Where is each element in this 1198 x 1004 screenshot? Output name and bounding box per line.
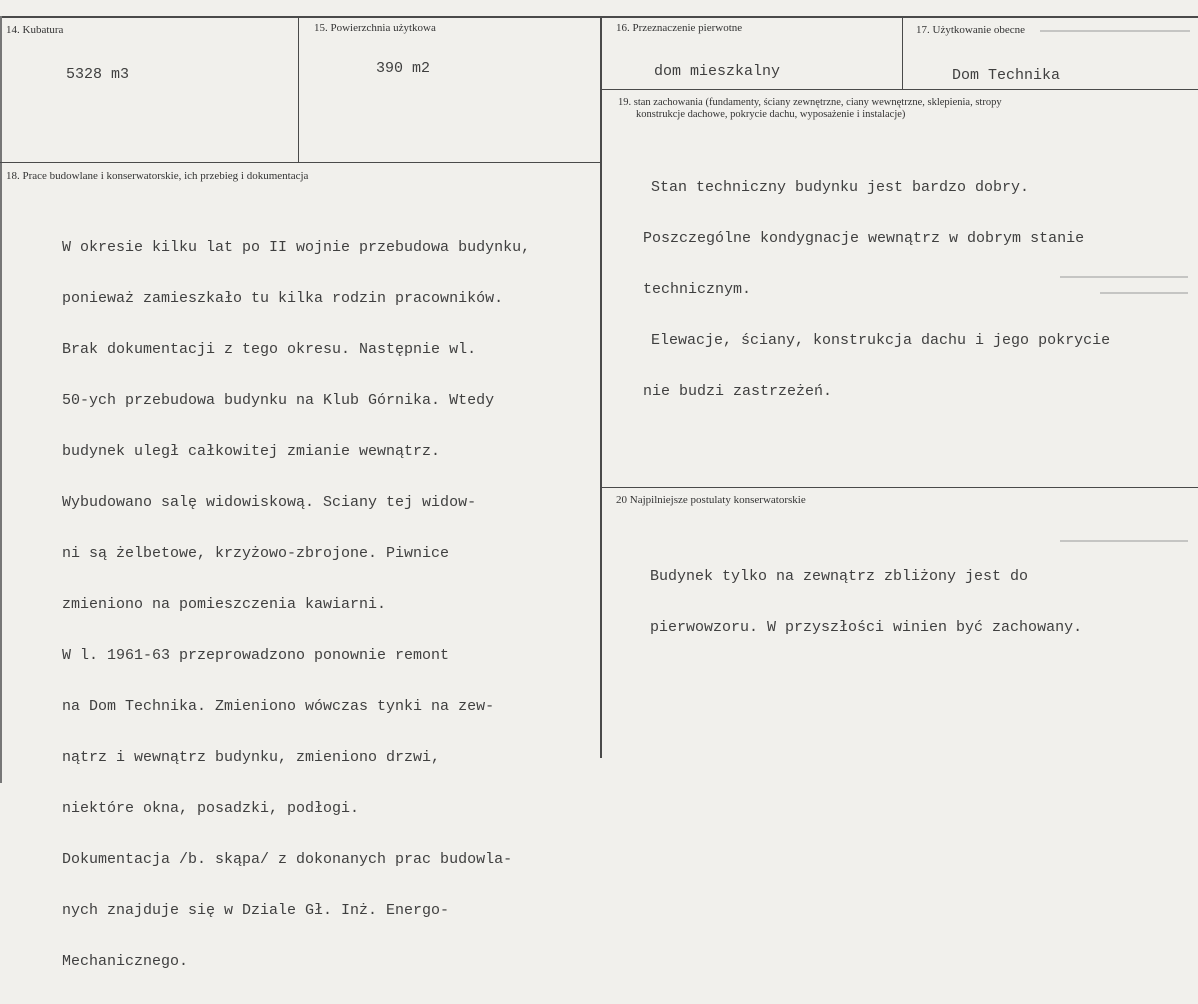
divider-v-main bbox=[600, 18, 602, 758]
field-19-line: Stan techniczny budynku jest bardzo dobry. bbox=[651, 179, 1030, 196]
field-16-label: 16. Przeznaczenie pierwotne bbox=[616, 22, 743, 34]
divider-v-16-17 bbox=[902, 18, 903, 89]
field-16-value: dom mieszkalny bbox=[654, 63, 781, 80]
field-18-text bbox=[62, 205, 530, 1004]
field-20-text bbox=[650, 534, 1082, 670]
field-17-label: 17. Użytkowanie obecne bbox=[916, 24, 1026, 36]
field-18-line: niektóre okna, posadzki, podłogi. bbox=[62, 800, 360, 817]
field-14-label: 14. Kubatura bbox=[6, 24, 64, 36]
field-15-value: 390 m2 bbox=[376, 60, 431, 77]
field-18-line: na Dom Technika. Zmieniono wówczas tynki na zew- bbox=[62, 698, 495, 715]
scan-artifact bbox=[1100, 292, 1188, 294]
divider-h-left bbox=[0, 162, 601, 163]
scan-artifact bbox=[1060, 276, 1188, 278]
field-18-line: budynek uległ całkowitej zmianie wewnątrz. bbox=[62, 443, 441, 460]
field-18-line: ponieważ zamieszkało tu kilka rodzin pracowników. bbox=[62, 290, 504, 307]
top-border bbox=[0, 16, 1198, 18]
left-border bbox=[0, 16, 2, 783]
field-18-line: Mechanicznego. bbox=[62, 953, 189, 970]
field-19-line: nie budzi zastrzeżeń. bbox=[643, 383, 833, 400]
field-19-line: Elewacje, ściany, konstrukcja dachu i jego pokrycie bbox=[651, 332, 1111, 349]
field-14-value: 5328 m3 bbox=[66, 66, 130, 83]
field-20-label: 20 Najpilniejsze postulaty konserwatorskie bbox=[616, 494, 806, 506]
field-18-line: ni są żelbetowe, krzyżowo-zbrojone. Piwnice bbox=[62, 545, 450, 562]
scan-artifact bbox=[1040, 30, 1190, 32]
field-18-line: Wybudowano salę widowiskową. Sciany tej widow- bbox=[62, 494, 477, 511]
field-19-text bbox=[643, 145, 1110, 434]
divider-v-14-15 bbox=[298, 18, 299, 162]
field-20-line: pierwowzoru. W przyszłości winien być zachowany. bbox=[650, 619, 1083, 636]
field-18-line: zmieniono na pomieszczenia kawiarni. bbox=[62, 596, 387, 613]
field-19-label-line2: konstrukcje dachowe, pokrycie dachu, wyposażenie i instalacje) bbox=[636, 109, 906, 120]
divider-h-right-top bbox=[601, 89, 1198, 90]
field-18-line: Brak dokumentacji z tego okresu. Następnie wl. bbox=[62, 341, 477, 358]
field-18-line: Dokumentacja /b. skąpa/ z dokonanych prac budowla- bbox=[62, 851, 513, 868]
scan-artifact bbox=[1060, 540, 1188, 542]
field-17-value: Dom Technika bbox=[952, 67, 1061, 84]
divider-h-right-bottom bbox=[601, 487, 1198, 488]
field-19-line: technicznym. bbox=[643, 281, 752, 298]
field-19-line: Poszczególne kondygnacje wewnątrz w dobrym stanie bbox=[643, 230, 1085, 247]
field-18-line: nych znajduje się w Dziale Gł. Inż. Energo- bbox=[62, 902, 450, 919]
field-20-line: Budynek tylko na zewnątrz zbliżony jest do bbox=[650, 568, 1029, 585]
field-18-line: nątrz i wewnątrz budynku, zmieniono drzwi, bbox=[62, 749, 441, 766]
field-18-line: W l. 1961-63 przeprowadzono ponownie remont bbox=[62, 647, 450, 664]
field-18-label: 18. Prace budowlane i konserwatorskie, ich przebieg i dokumentacja bbox=[6, 170, 309, 182]
field-15-label: 15. Powierzchnia użytkowa bbox=[314, 22, 436, 34]
field-18-line: 50-ych przebudowa budynku na Klub Górnika. Wtedy bbox=[62, 392, 495, 409]
field-19-label-line1: 19. stan zachowania (fundamenty, ściany zewnętrzne, ciany wewnętrzne, sklepienia, stropy bbox=[618, 97, 1002, 108]
field-18-line: W okresie kilku lat po II wojnie przebudowa budynku, bbox=[62, 239, 531, 256]
